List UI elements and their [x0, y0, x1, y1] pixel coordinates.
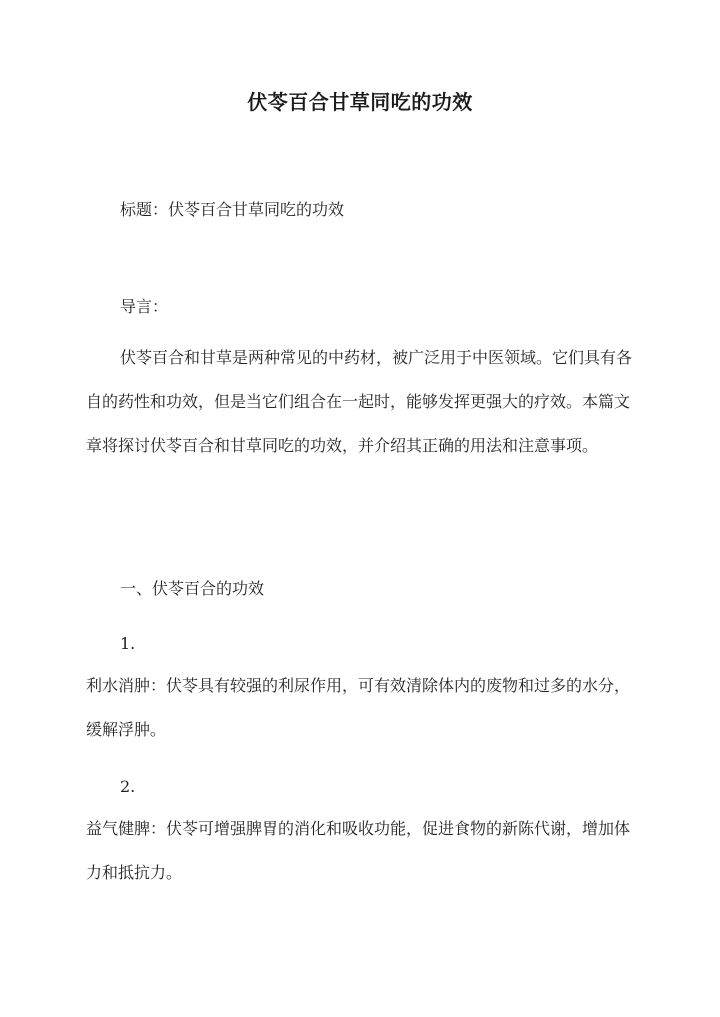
item-text: 利水消肿：伏苓具有较强的利尿作用，可有效清除体内的废物和过多的水分，缓解浮肿。: [86, 676, 631, 739]
item-number: 1.: [120, 634, 136, 653]
intro-paragraph: 伏苓百合和甘草是两种常见的中药材，被广泛用于中医领域。它们具有各自的药性和功效，但是当它们组合在一起时，能够发挥更强大的疗效。本篇文章将探讨伏苓百合和甘草同吃的功效，并介绍其正确的用法和注意事项。: [86, 348, 633, 455]
subject-line: 标题：伏苓百合甘草同吃的功效: [120, 200, 345, 219]
section-heading: 一、伏苓百合的功效: [120, 579, 265, 598]
item-text: 益气健脾：伏苓可增强脾胃的消化和吸收功能，促进食物的新陈代谢，增加体力和抵抗力。: [86, 819, 631, 882]
intro-heading: 导言：: [120, 297, 169, 316]
item-number: 2.: [120, 777, 136, 796]
document-title: 伏苓百合甘草同吃的功效: [247, 90, 473, 114]
